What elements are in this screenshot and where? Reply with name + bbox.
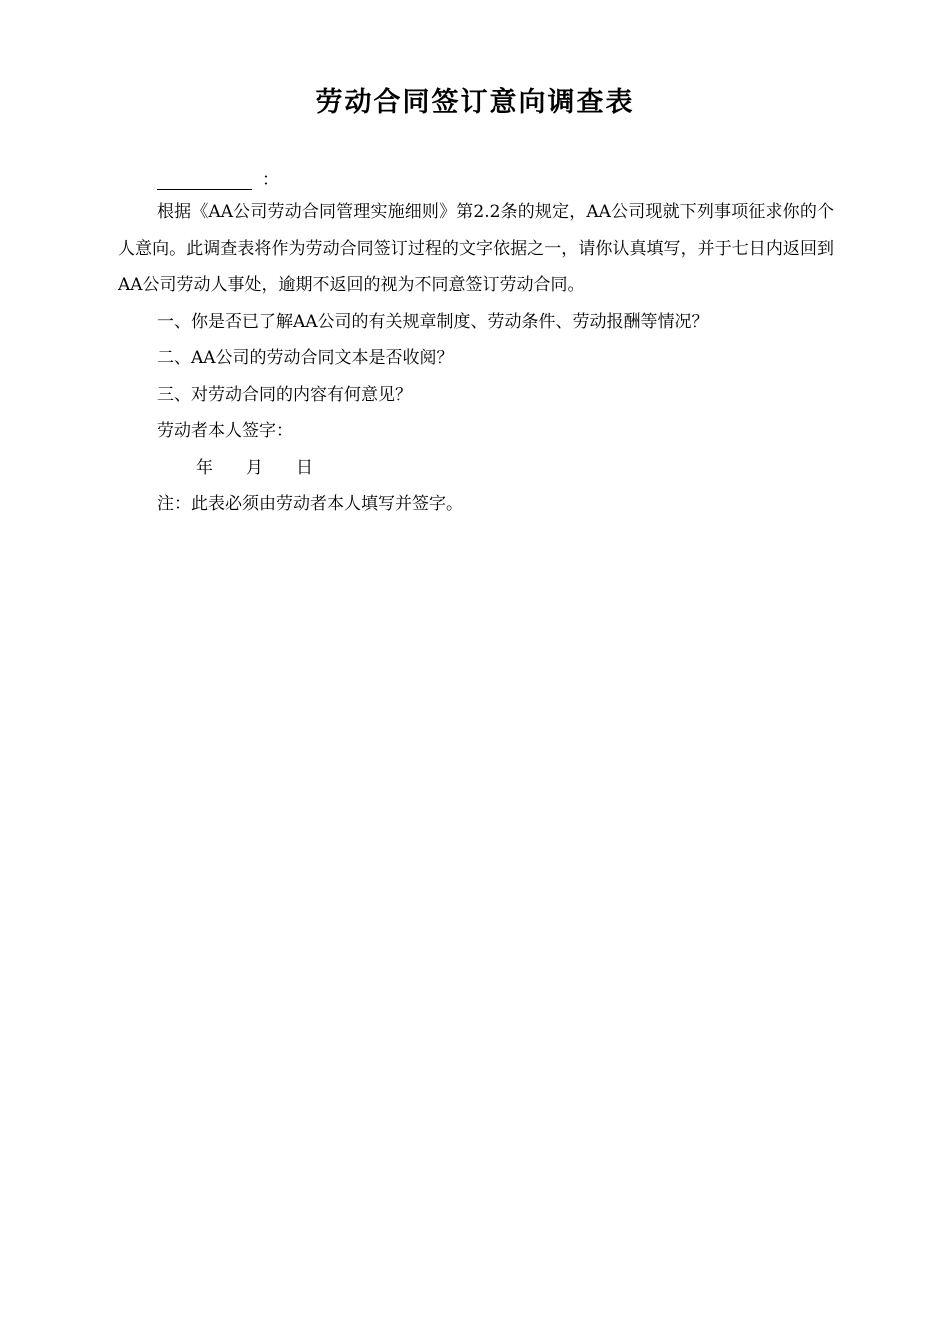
salutation-colon: ： — [262, 170, 279, 190]
question-2: 二、AA公司的劳动合同文本是否收阅？ — [157, 348, 454, 368]
date-line — [118, 450, 834, 487]
question-3: 三、对劳动合同的内容有何意见？ — [157, 384, 412, 405]
recipient-blank[interactable] — [157, 171, 252, 190]
salutation — [157, 165, 279, 190]
document-title: 劳动合同签订意向调查表 — [315, 87, 635, 118]
date-day: 日 — [296, 457, 313, 478]
question-1: 一、你是否已了解AA公司的有关规章制度、劳动条件、劳动报酬等情况？ — [157, 311, 709, 332]
note: 注：此表必须由劳动者本人填写并签字。 — [157, 494, 463, 514]
date-year: 年 — [196, 457, 213, 478]
intro-paragraph: 根据《AA公司劳动合同管理实施细则》第2.2条的规定，AA公司现就下列事项征求你的个人意向。此调查表将作为劳动合同签订过程的文字依据之一，请你认真填写，并于七日内返回到AA公司劳动人事处，逾期不返回的视为不同意签订劳动合同。 — [118, 202, 834, 295]
document-body — [118, 194, 834, 523]
date-month: 月 — [246, 457, 263, 478]
signature-label: 劳动者本人签字： — [157, 421, 293, 441]
